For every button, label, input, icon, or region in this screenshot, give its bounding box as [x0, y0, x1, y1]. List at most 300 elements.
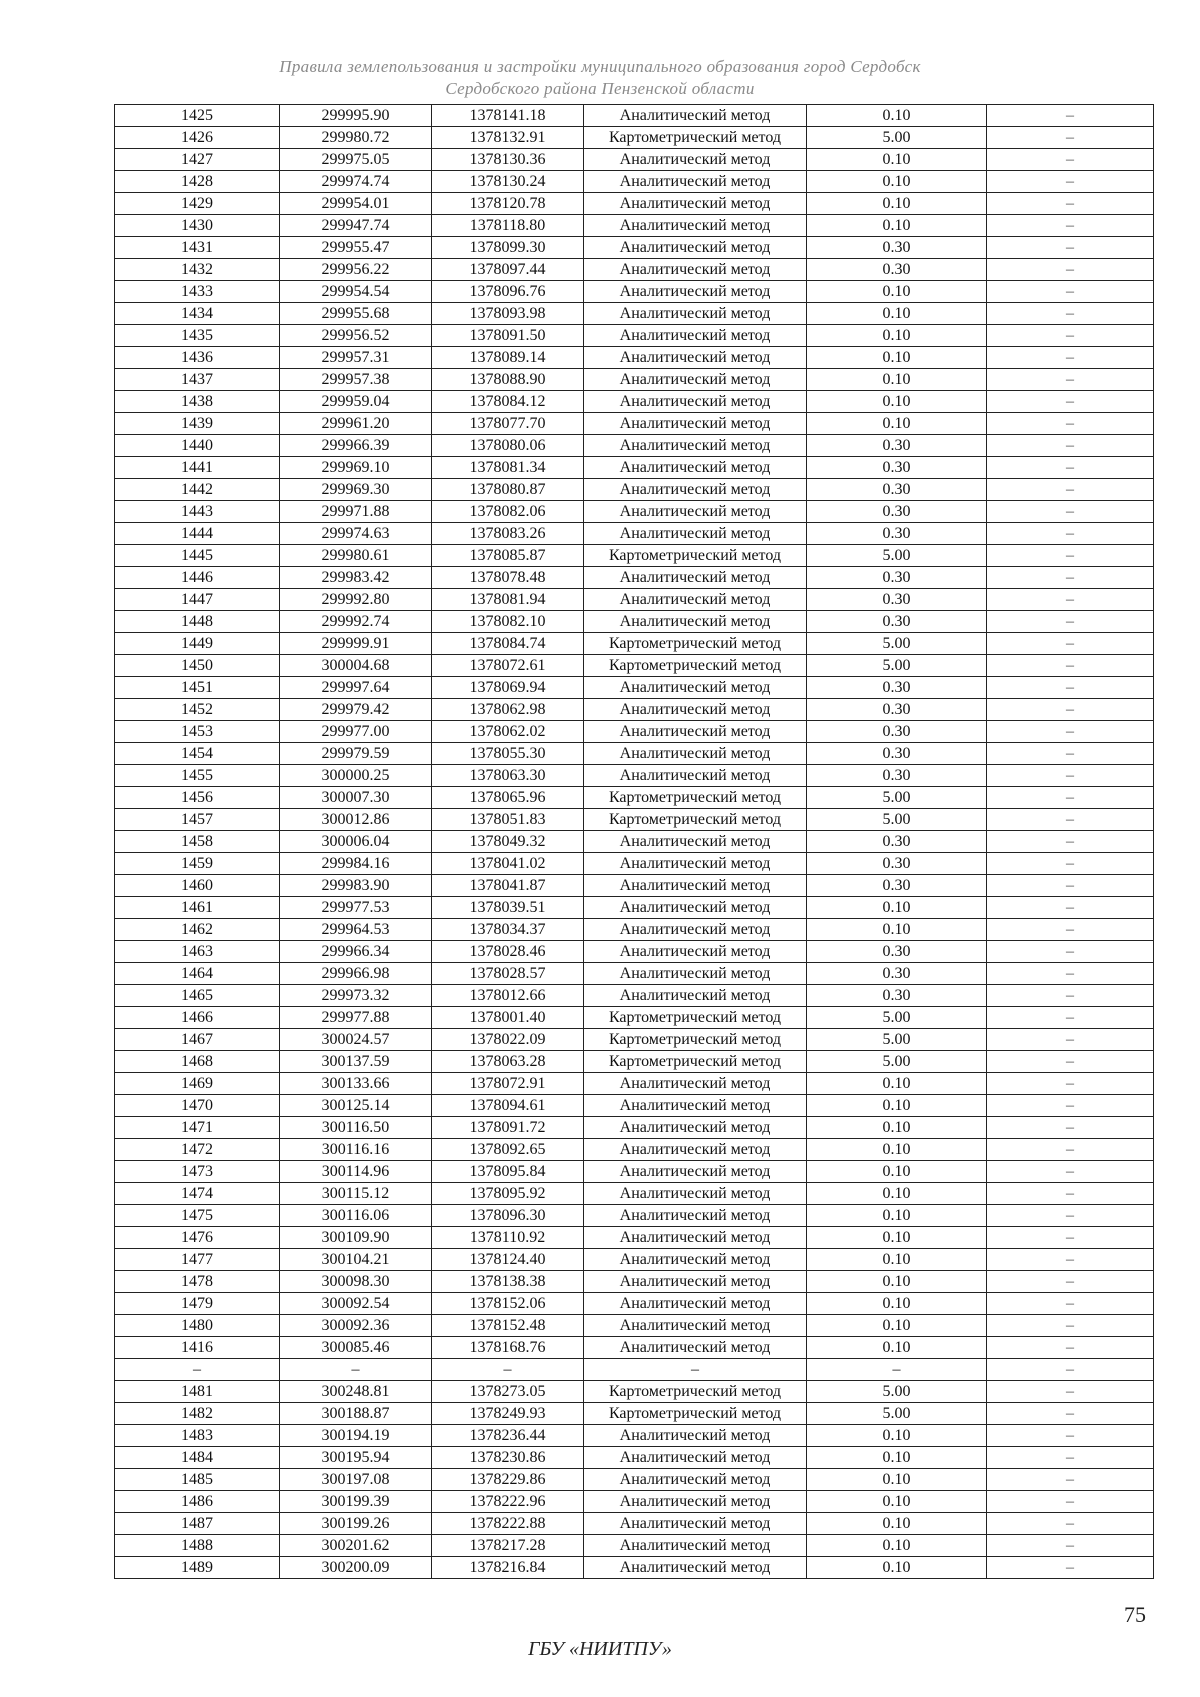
- table-row: [115, 435, 1154, 457]
- y-coordinate-cell: 1378092.65: [432, 1139, 584, 1161]
- y-coordinate-cell: 1378063.30: [432, 765, 584, 787]
- table-row: [115, 105, 1154, 127]
- table-row: [115, 347, 1154, 369]
- note-cell: –: [987, 171, 1154, 193]
- accuracy-cell: 0.30: [807, 611, 987, 633]
- method-cell: Аналитический метод: [584, 1227, 807, 1249]
- point-number-cell: 1444: [115, 523, 280, 545]
- y-coordinate-cell: 1378130.36: [432, 149, 584, 171]
- point-number-cell: 1470: [115, 1095, 280, 1117]
- method-cell: Картометрический метод: [584, 545, 807, 567]
- method-cell: Аналитический метод: [584, 391, 807, 413]
- y-coordinate-cell: 1378216.84: [432, 1557, 584, 1579]
- method-cell: Аналитический метод: [584, 589, 807, 611]
- table-row: [115, 501, 1154, 523]
- point-number-cell: 1481: [115, 1381, 280, 1403]
- point-number-cell: 1433: [115, 281, 280, 303]
- accuracy-cell: 0.30: [807, 743, 987, 765]
- note-cell: –: [987, 391, 1154, 413]
- point-number-cell: 1467: [115, 1029, 280, 1051]
- note-cell: –: [987, 1007, 1154, 1029]
- table-row: [115, 611, 1154, 633]
- accuracy-cell: 0.30: [807, 435, 987, 457]
- accuracy-cell: –: [807, 1359, 987, 1381]
- accuracy-cell: 0.10: [807, 1315, 987, 1337]
- x-coordinate-cell: 300007.30: [280, 787, 432, 809]
- accuracy-cell: 0.10: [807, 171, 987, 193]
- accuracy-cell: 0.30: [807, 721, 987, 743]
- x-coordinate-cell: 299995.90: [280, 105, 432, 127]
- x-coordinate-cell: 300195.94: [280, 1447, 432, 1469]
- y-coordinate-cell: 1378084.74: [432, 633, 584, 655]
- accuracy-cell: 0.10: [807, 1337, 987, 1359]
- method-cell: Аналитический метод: [584, 1557, 807, 1579]
- point-number-cell: 1488: [115, 1535, 280, 1557]
- point-number-cell: 1428: [115, 171, 280, 193]
- note-cell: –: [987, 655, 1154, 677]
- accuracy-cell: 5.00: [807, 127, 987, 149]
- point-number-cell: 1479: [115, 1293, 280, 1315]
- table-row: [115, 545, 1154, 567]
- method-cell: Аналитический метод: [584, 567, 807, 589]
- method-cell: Картометрический метод: [584, 1007, 807, 1029]
- method-cell: Аналитический метод: [584, 1293, 807, 1315]
- method-cell: Картометрический метод: [584, 655, 807, 677]
- accuracy-cell: 0.30: [807, 523, 987, 545]
- x-coordinate-cell: 299980.72: [280, 127, 432, 149]
- method-cell: Аналитический метод: [584, 765, 807, 787]
- y-coordinate-cell: 1378222.88: [432, 1513, 584, 1535]
- accuracy-cell: 0.10: [807, 1139, 987, 1161]
- note-cell: –: [987, 721, 1154, 743]
- method-cell: Аналитический метод: [584, 1249, 807, 1271]
- note-cell: –: [987, 743, 1154, 765]
- accuracy-cell: 5.00: [807, 809, 987, 831]
- y-coordinate-cell: 1378236.44: [432, 1425, 584, 1447]
- note-cell: –: [987, 1293, 1154, 1315]
- accuracy-cell: 0.10: [807, 1425, 987, 1447]
- table-row: [115, 281, 1154, 303]
- table-row: [115, 369, 1154, 391]
- y-coordinate-cell: 1378132.91: [432, 127, 584, 149]
- point-number-cell: 1436: [115, 347, 280, 369]
- y-coordinate-cell: 1378099.30: [432, 237, 584, 259]
- accuracy-cell: 0.10: [807, 1205, 987, 1227]
- x-coordinate-cell: 299966.98: [280, 963, 432, 985]
- point-number-cell: 1457: [115, 809, 280, 831]
- method-cell: Аналитический метод: [584, 281, 807, 303]
- accuracy-cell: 0.10: [807, 215, 987, 237]
- x-coordinate-cell: 299955.47: [280, 237, 432, 259]
- method-cell: Аналитический метод: [584, 985, 807, 1007]
- table-row: [115, 1271, 1154, 1293]
- note-cell: –: [987, 633, 1154, 655]
- accuracy-cell: 0.10: [807, 1469, 987, 1491]
- method-cell: Аналитический метод: [584, 347, 807, 369]
- x-coordinate-cell: 299955.68: [280, 303, 432, 325]
- accuracy-cell: 0.10: [807, 1491, 987, 1513]
- x-coordinate-cell: 300006.04: [280, 831, 432, 853]
- table-row: [115, 809, 1154, 831]
- x-coordinate-cell: 300200.09: [280, 1557, 432, 1579]
- method-cell: Аналитический метод: [584, 413, 807, 435]
- note-cell: –: [987, 1315, 1154, 1337]
- method-cell: Аналитический метод: [584, 325, 807, 347]
- note-cell: –: [987, 149, 1154, 171]
- table-row: [115, 1381, 1154, 1403]
- table-row: [115, 215, 1154, 237]
- accuracy-cell: 5.00: [807, 545, 987, 567]
- accuracy-cell: 0.10: [807, 391, 987, 413]
- accuracy-cell: 0.10: [807, 1161, 987, 1183]
- method-cell: Аналитический метод: [584, 1183, 807, 1205]
- x-coordinate-cell: 300194.19: [280, 1425, 432, 1447]
- table-row: [115, 1513, 1154, 1535]
- x-coordinate-cell: 299956.22: [280, 259, 432, 281]
- point-number-cell: 1480: [115, 1315, 280, 1337]
- header-line-2: Сердобского района Пензенской области: [445, 79, 755, 98]
- point-number-cell: 1461: [115, 897, 280, 919]
- y-coordinate-cell: 1378001.40: [432, 1007, 584, 1029]
- method-cell: Аналитический метод: [584, 523, 807, 545]
- method-cell: Аналитический метод: [584, 1425, 807, 1447]
- note-cell: –: [987, 919, 1154, 941]
- table-row: [115, 897, 1154, 919]
- x-coordinate-cell: 300104.21: [280, 1249, 432, 1271]
- note-cell: –: [987, 479, 1154, 501]
- y-coordinate-cell: 1378089.14: [432, 347, 584, 369]
- method-cell: –: [584, 1359, 807, 1381]
- y-coordinate-cell: 1378078.48: [432, 567, 584, 589]
- method-cell: Картометрический метод: [584, 633, 807, 655]
- x-coordinate-cell: 300000.25: [280, 765, 432, 787]
- y-coordinate-cell: 1378141.18: [432, 105, 584, 127]
- x-coordinate-cell: 299957.31: [280, 347, 432, 369]
- y-coordinate-cell: 1378091.72: [432, 1117, 584, 1139]
- y-coordinate-cell: 1378168.76: [432, 1337, 584, 1359]
- accuracy-cell: 0.10: [807, 1271, 987, 1293]
- accuracy-cell: 5.00: [807, 1051, 987, 1073]
- table-row: [115, 765, 1154, 787]
- accuracy-cell: 0.10: [807, 413, 987, 435]
- note-cell: –: [987, 897, 1154, 919]
- x-coordinate-cell: 299971.88: [280, 501, 432, 523]
- table-row: [115, 787, 1154, 809]
- y-coordinate-cell: 1378095.92: [432, 1183, 584, 1205]
- accuracy-cell: 0.30: [807, 677, 987, 699]
- method-cell: Аналитический метод: [584, 1139, 807, 1161]
- method-cell: Аналитический метод: [584, 1447, 807, 1469]
- x-coordinate-cell: 300085.46: [280, 1337, 432, 1359]
- point-number-cell: 1438: [115, 391, 280, 413]
- note-cell: –: [987, 1425, 1154, 1447]
- table-row: [115, 303, 1154, 325]
- note-cell: –: [987, 1337, 1154, 1359]
- y-coordinate-cell: 1378152.48: [432, 1315, 584, 1337]
- point-number-cell: 1431: [115, 237, 280, 259]
- y-coordinate-cell: 1378094.61: [432, 1095, 584, 1117]
- accuracy-cell: 0.30: [807, 963, 987, 985]
- method-cell: Аналитический метод: [584, 435, 807, 457]
- y-coordinate-cell: 1378082.10: [432, 611, 584, 633]
- note-cell: –: [987, 237, 1154, 259]
- y-coordinate-cell: 1378041.87: [432, 875, 584, 897]
- x-coordinate-cell: 299977.00: [280, 721, 432, 743]
- x-coordinate-cell: 300116.06: [280, 1205, 432, 1227]
- accuracy-cell: 0.10: [807, 1249, 987, 1271]
- x-coordinate-cell: 299954.01: [280, 193, 432, 215]
- method-cell: Аналитический метод: [584, 1205, 807, 1227]
- table-row: [115, 699, 1154, 721]
- y-coordinate-cell: 1378093.98: [432, 303, 584, 325]
- x-coordinate-cell: 299979.59: [280, 743, 432, 765]
- point-number-cell: 1471: [115, 1117, 280, 1139]
- point-number-cell: 1485: [115, 1469, 280, 1491]
- y-coordinate-cell: 1378084.12: [432, 391, 584, 413]
- x-coordinate-cell: 300109.90: [280, 1227, 432, 1249]
- y-coordinate-cell: 1378091.50: [432, 325, 584, 347]
- note-cell: –: [987, 1161, 1154, 1183]
- note-cell: –: [987, 435, 1154, 457]
- y-coordinate-cell: 1378095.84: [432, 1161, 584, 1183]
- table-row: [115, 1161, 1154, 1183]
- table-row: [115, 171, 1154, 193]
- y-coordinate-cell: 1378022.09: [432, 1029, 584, 1051]
- x-coordinate-cell: 299977.88: [280, 1007, 432, 1029]
- x-coordinate-cell: 299980.61: [280, 545, 432, 567]
- table-row: [115, 259, 1154, 281]
- method-cell: Аналитический метод: [584, 303, 807, 325]
- note-cell: –: [987, 1513, 1154, 1535]
- table-row: [115, 677, 1154, 699]
- method-cell: Аналитический метод: [584, 105, 807, 127]
- point-number-cell: 1487: [115, 1513, 280, 1535]
- accuracy-cell: 0.10: [807, 1293, 987, 1315]
- point-number-cell: 1458: [115, 831, 280, 853]
- accuracy-cell: 0.10: [807, 1557, 987, 1579]
- method-cell: Аналитический метод: [584, 919, 807, 941]
- accuracy-cell: 0.10: [807, 897, 987, 919]
- y-coordinate-cell: 1378028.57: [432, 963, 584, 985]
- note-cell: –: [987, 127, 1154, 149]
- accuracy-cell: 0.30: [807, 941, 987, 963]
- note-cell: –: [987, 875, 1154, 897]
- table-row: [115, 1293, 1154, 1315]
- y-coordinate-cell: 1378096.30: [432, 1205, 584, 1227]
- note-cell: –: [987, 457, 1154, 479]
- point-number-cell: 1472: [115, 1139, 280, 1161]
- x-coordinate-cell: 300188.87: [280, 1403, 432, 1425]
- note-cell: –: [987, 963, 1154, 985]
- method-cell: Аналитический метод: [584, 1117, 807, 1139]
- y-coordinate-cell: 1378088.90: [432, 369, 584, 391]
- point-number-cell: 1453: [115, 721, 280, 743]
- point-number-cell: 1452: [115, 699, 280, 721]
- table-row: [115, 1359, 1154, 1381]
- point-number-cell: 1451: [115, 677, 280, 699]
- accuracy-cell: 0.10: [807, 105, 987, 127]
- x-coordinate-cell: 299979.42: [280, 699, 432, 721]
- note-cell: –: [987, 1051, 1154, 1073]
- accuracy-cell: 0.10: [807, 1513, 987, 1535]
- point-number-cell: 1450: [115, 655, 280, 677]
- table-row: [115, 589, 1154, 611]
- table-row: [115, 1139, 1154, 1161]
- table-row: [115, 1557, 1154, 1579]
- note-cell: –: [987, 501, 1154, 523]
- note-cell: –: [987, 567, 1154, 589]
- note-cell: –: [987, 765, 1154, 787]
- x-coordinate-cell: 299961.20: [280, 413, 432, 435]
- table-row: [115, 919, 1154, 941]
- accuracy-cell: 5.00: [807, 787, 987, 809]
- table-row: [115, 721, 1154, 743]
- accuracy-cell: 0.30: [807, 985, 987, 1007]
- point-number-cell: 1464: [115, 963, 280, 985]
- table-row: [115, 1491, 1154, 1513]
- x-coordinate-cell: 300125.14: [280, 1095, 432, 1117]
- table-row: [115, 1029, 1154, 1051]
- y-coordinate-cell: 1378273.05: [432, 1381, 584, 1403]
- point-number-cell: 1442: [115, 479, 280, 501]
- y-coordinate-cell: 1378249.93: [432, 1403, 584, 1425]
- note-cell: –: [987, 105, 1154, 127]
- method-cell: Аналитический метод: [584, 853, 807, 875]
- note-cell: –: [987, 941, 1154, 963]
- y-coordinate-cell: 1378062.02: [432, 721, 584, 743]
- header-line-1: Правила землепользования и застройки муниципального образования город Сердобск: [279, 57, 921, 76]
- method-cell: Аналитический метод: [584, 171, 807, 193]
- y-coordinate-cell: 1378049.32: [432, 831, 584, 853]
- table-row: [115, 1425, 1154, 1447]
- accuracy-cell: 0.30: [807, 237, 987, 259]
- note-cell: –: [987, 1227, 1154, 1249]
- accuracy-cell: 0.10: [807, 1117, 987, 1139]
- method-cell: Аналитический метод: [584, 963, 807, 985]
- point-number-cell: 1459: [115, 853, 280, 875]
- table-row: [115, 831, 1154, 853]
- point-number-cell: 1449: [115, 633, 280, 655]
- point-number-cell: 1489: [115, 1557, 280, 1579]
- method-cell: Аналитический метод: [584, 677, 807, 699]
- accuracy-cell: 0.10: [807, 1073, 987, 1095]
- y-coordinate-cell: 1378118.80: [432, 215, 584, 237]
- method-cell: Аналитический метод: [584, 699, 807, 721]
- accuracy-cell: 0.10: [807, 369, 987, 391]
- y-coordinate-cell: 1378097.44: [432, 259, 584, 281]
- table-row: [115, 985, 1154, 1007]
- method-cell: Аналитический метод: [584, 501, 807, 523]
- y-coordinate-cell: 1378081.94: [432, 589, 584, 611]
- x-coordinate-cell: 299957.38: [280, 369, 432, 391]
- y-coordinate-cell: 1378072.61: [432, 655, 584, 677]
- point-number-cell: 1454: [115, 743, 280, 765]
- x-coordinate-cell: 299969.30: [280, 479, 432, 501]
- y-coordinate-cell: 1378083.26: [432, 523, 584, 545]
- y-coordinate-cell: –: [432, 1359, 584, 1381]
- method-cell: Картометрический метод: [584, 809, 807, 831]
- point-number-cell: 1429: [115, 193, 280, 215]
- point-number-cell: 1443: [115, 501, 280, 523]
- x-coordinate-cell: 299983.90: [280, 875, 432, 897]
- point-number-cell: 1486: [115, 1491, 280, 1513]
- x-coordinate-cell: 299966.34: [280, 941, 432, 963]
- x-coordinate-cell: 300092.54: [280, 1293, 432, 1315]
- y-coordinate-cell: 1378063.28: [432, 1051, 584, 1073]
- method-cell: Аналитический метод: [584, 1337, 807, 1359]
- y-coordinate-cell: 1378041.02: [432, 853, 584, 875]
- note-cell: –: [987, 1073, 1154, 1095]
- table-row: [115, 941, 1154, 963]
- table-row: [115, 1117, 1154, 1139]
- note-cell: –: [987, 1469, 1154, 1491]
- method-cell: Аналитический метод: [584, 721, 807, 743]
- table-row: [115, 1073, 1154, 1095]
- note-cell: –: [987, 831, 1154, 853]
- y-coordinate-cell: 1378222.96: [432, 1491, 584, 1513]
- table-row: [115, 1205, 1154, 1227]
- table-row: [115, 325, 1154, 347]
- method-cell: Аналитический метод: [584, 743, 807, 765]
- y-coordinate-cell: 1378039.51: [432, 897, 584, 919]
- method-cell: Аналитический метод: [584, 369, 807, 391]
- method-cell: Аналитический метод: [584, 215, 807, 237]
- table-row: [115, 1095, 1154, 1117]
- method-cell: Картометрический метод: [584, 1403, 807, 1425]
- y-coordinate-cell: 1378130.24: [432, 171, 584, 193]
- method-cell: Аналитический метод: [584, 1095, 807, 1117]
- note-cell: –: [987, 699, 1154, 721]
- y-coordinate-cell: 1378120.78: [432, 193, 584, 215]
- note-cell: –: [987, 545, 1154, 567]
- note-cell: –: [987, 369, 1154, 391]
- table-row: [115, 413, 1154, 435]
- method-cell: Аналитический метод: [584, 457, 807, 479]
- accuracy-cell: 0.30: [807, 479, 987, 501]
- x-coordinate-cell: 299974.63: [280, 523, 432, 545]
- accuracy-cell: 0.30: [807, 699, 987, 721]
- point-number-cell: 1465: [115, 985, 280, 1007]
- y-coordinate-cell: 1378077.70: [432, 413, 584, 435]
- y-coordinate-cell: 1378110.92: [432, 1227, 584, 1249]
- y-coordinate-cell: 1378080.06: [432, 435, 584, 457]
- method-cell: Аналитический метод: [584, 1271, 807, 1293]
- page-number: 75: [1124, 1602, 1146, 1627]
- note-cell: –: [987, 1249, 1154, 1271]
- x-coordinate-cell: 299959.04: [280, 391, 432, 413]
- point-number-cell: 1460: [115, 875, 280, 897]
- point-number-cell: 1462: [115, 919, 280, 941]
- note-cell: –: [987, 1029, 1154, 1051]
- table-row: [115, 237, 1154, 259]
- note-cell: –: [987, 1557, 1154, 1579]
- method-cell: Аналитический метод: [584, 875, 807, 897]
- y-coordinate-cell: 1378034.37: [432, 919, 584, 941]
- x-coordinate-cell: 300201.62: [280, 1535, 432, 1557]
- y-coordinate-cell: 1378051.83: [432, 809, 584, 831]
- note-cell: –: [987, 1535, 1154, 1557]
- point-number-cell: 1473: [115, 1161, 280, 1183]
- note-cell: –: [987, 1139, 1154, 1161]
- method-cell: Картометрический метод: [584, 1029, 807, 1051]
- table-row: [115, 567, 1154, 589]
- method-cell: Аналитический метод: [584, 237, 807, 259]
- y-coordinate-cell: 1378229.86: [432, 1469, 584, 1491]
- x-coordinate-cell: 300133.66: [280, 1073, 432, 1095]
- x-coordinate-cell: 299974.74: [280, 171, 432, 193]
- table-row: [115, 457, 1154, 479]
- accuracy-cell: 0.30: [807, 589, 987, 611]
